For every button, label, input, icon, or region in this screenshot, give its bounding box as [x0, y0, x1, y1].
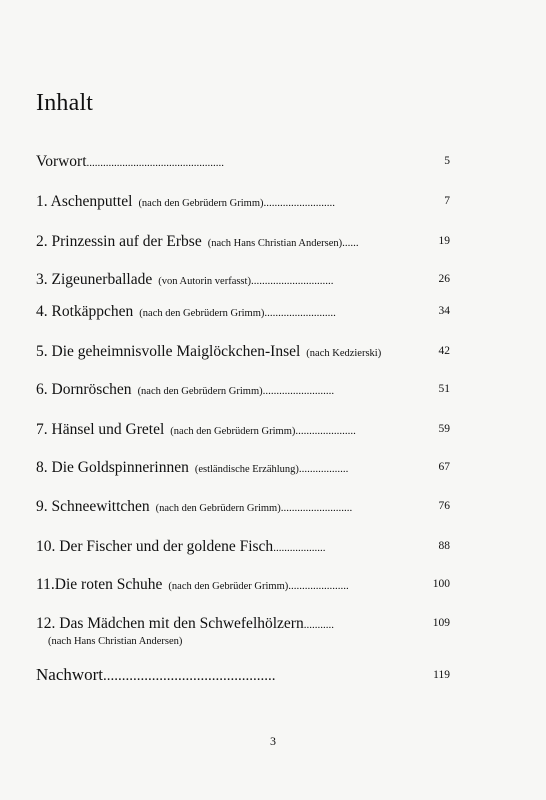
page-footer-number: 3	[270, 734, 276, 748]
toc-leader-dots: ..........................	[263, 197, 336, 209]
toc-entry-12	[36, 615, 450, 633]
toc-page-number: 119	[433, 669, 450, 681]
toc-entry-note: (nach den Gebrüdern Grimm)	[155, 503, 281, 514]
toc-leader-dots: ..................................................	[86, 157, 225, 169]
toc-entry-title: 4. Rotkäppchen	[36, 303, 134, 320]
toc-entry-note: (estländische Erzählung)	[194, 464, 299, 475]
toc-entry-5	[36, 343, 450, 361]
toc-entry-title: 2. Prinzessin auf der Erbse	[36, 233, 202, 250]
toc-leader-dots: ..............................	[250, 275, 334, 287]
toc-entry-6	[36, 381, 450, 399]
toc-page-number: 5	[444, 155, 450, 167]
toc-page-number: 34	[438, 305, 450, 317]
toc-page-number: 26	[438, 273, 450, 285]
toc-page-number: 42	[438, 345, 450, 357]
toc-entry-note: (nach den Gebrüdern Grimm)	[170, 426, 296, 437]
toc-leader-dots: ...................	[273, 542, 326, 554]
toc-entry-11	[36, 576, 450, 594]
toc-page-number: 19	[438, 235, 450, 247]
toc-entry-title: 6. Dornröschen	[36, 381, 132, 398]
toc-entry-title: 11.Die roten Schuhe	[36, 576, 163, 593]
toc-entry-2	[36, 233, 450, 251]
toc-entry-12-subtitle: (nach Hans Christian Andersen)	[48, 636, 183, 647]
toc-page-number: 67	[438, 461, 450, 473]
toc-leader-dots: ......................	[288, 580, 349, 592]
toc-entry-9	[36, 498, 450, 516]
toc-entry-title: 12. Das Mädchen mit den Schwefelhölzern	[36, 615, 304, 632]
toc-entry-note: (nach den Gebrüdern Grimm)	[138, 198, 264, 209]
toc-entry-title: 5. Die geheimnisvolle Maiglöckchen-Insel	[36, 343, 301, 360]
toc-entry-vorwort	[36, 153, 450, 171]
toc-page-number: 59	[438, 423, 450, 435]
toc-entry-10	[36, 538, 450, 556]
toc-entry-title: 9. Schneewittchen	[36, 498, 150, 515]
toc-page-number: 100	[432, 578, 450, 590]
toc-entry-title: Vorwort	[36, 153, 87, 170]
toc-leader-dots: ......	[342, 237, 359, 249]
toc-page-number: 51	[438, 383, 450, 395]
toc-entry-title: 1. Aschenputtel	[36, 193, 133, 210]
toc-leader-dots: ..........................	[280, 502, 353, 514]
toc-leader-dots: ..............................................	[103, 668, 276, 684]
toc-entry-1	[36, 193, 450, 211]
toc-entry-4	[36, 303, 450, 321]
toc-leader-dots: ...........	[303, 619, 334, 631]
page-title: Inhalt	[36, 90, 94, 116]
toc-entry-title: 10. Der Fischer und der goldene Fisch	[36, 538, 274, 555]
toc-entry-note: (nach den Gebrüder Grimm)	[168, 581, 289, 592]
toc-page-number: 76	[438, 500, 450, 512]
toc-entry-note: (nach den Gebrüdern Grimm)	[139, 308, 265, 319]
toc-page-number: 88	[438, 540, 450, 552]
toc-leader-dots: ......................	[295, 425, 356, 437]
toc-entry-title: Nachwort	[36, 665, 104, 684]
toc-entry-title: 3. Zigeunerballade	[36, 271, 153, 288]
toc-entry-7	[36, 421, 450, 439]
toc-entry-title: 8. Die Goldspinnerinnen	[36, 459, 189, 476]
toc-page-number: 109	[432, 617, 450, 629]
toc-entry-note: (nach Kedzierski)	[306, 348, 382, 359]
toc-entry-8	[36, 459, 450, 477]
toc-leader-dots: ..........................	[262, 385, 335, 397]
toc-entry-note: (nach Hans Christian Andersen)	[207, 238, 343, 249]
toc-entry-3	[36, 271, 450, 289]
toc-page-number: 7	[444, 195, 450, 207]
toc-entry-nachwort	[36, 665, 450, 685]
toc-entry-title: 7. Hänsel und Gretel	[36, 421, 165, 438]
toc-entry-note: (nach den Gebrüdern Grimm)	[137, 386, 263, 397]
toc-leader-dots: ..................	[298, 463, 349, 475]
toc-leader-dots: ..........................	[264, 307, 336, 319]
toc-entry-note: (von Autorin verfasst)	[158, 276, 251, 287]
